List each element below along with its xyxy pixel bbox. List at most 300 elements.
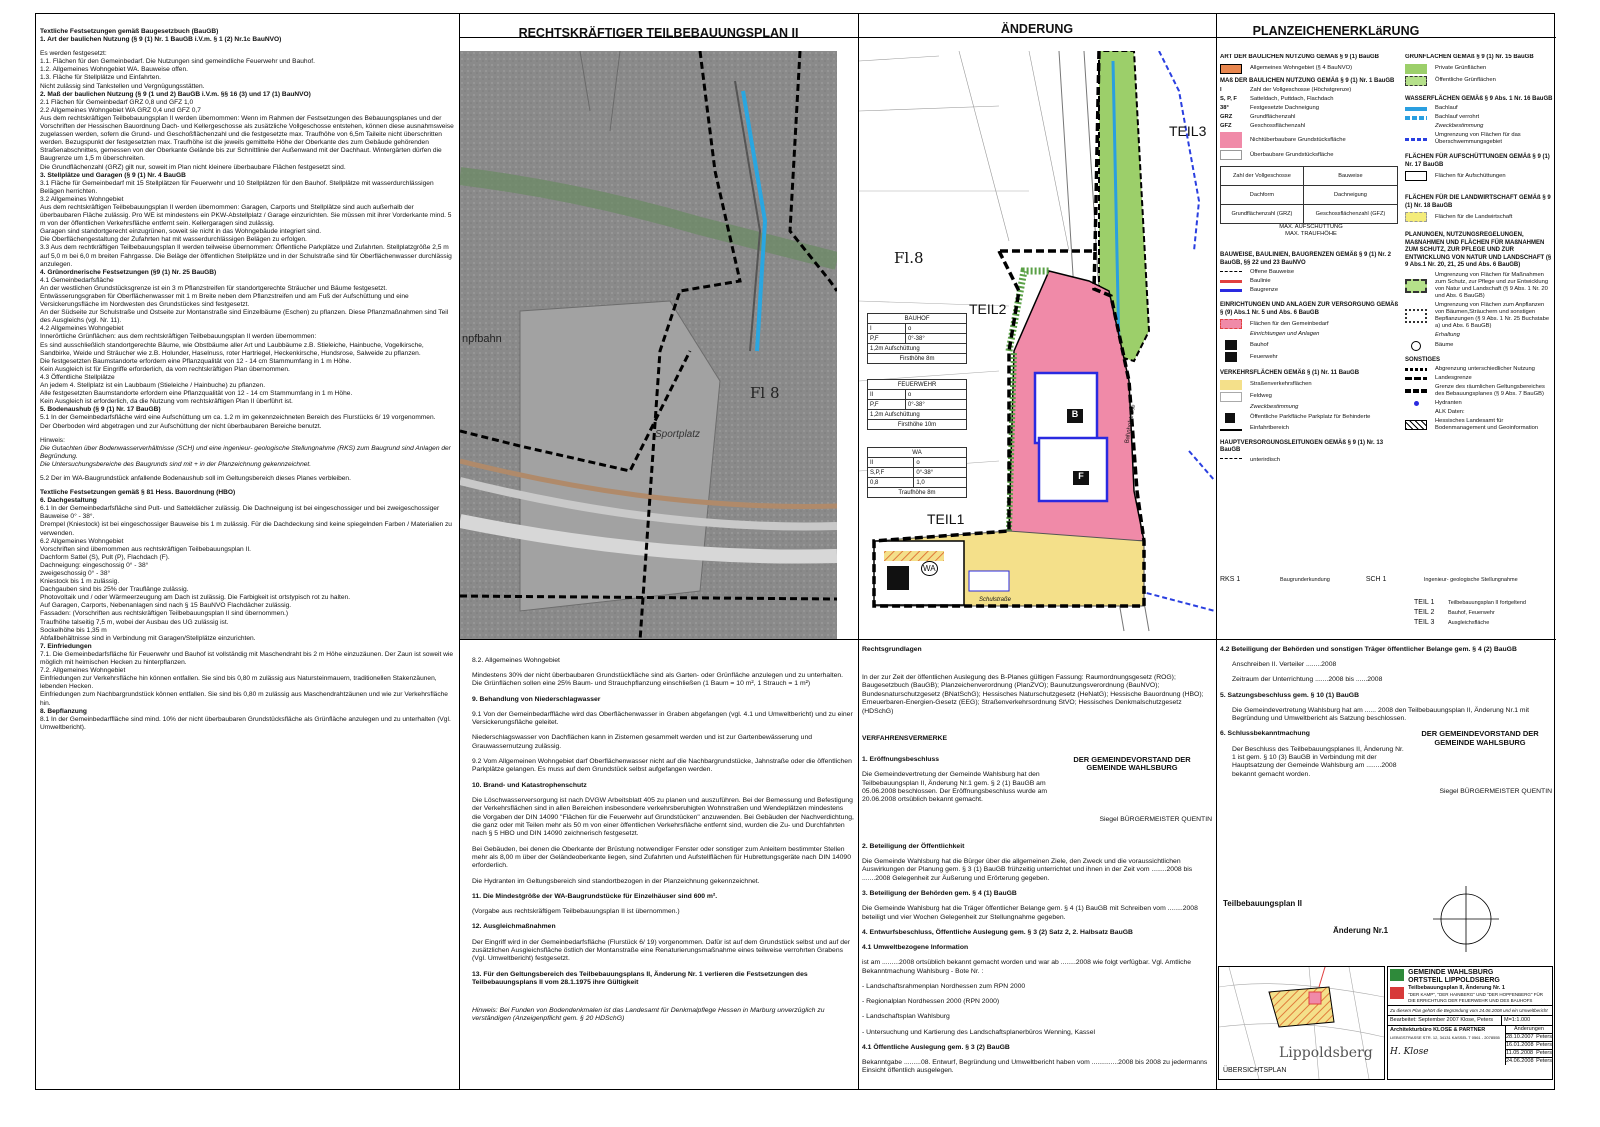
legend-label: Umgrenzung von Flächen für das Überschwemmungsgebiet [1435,132,1521,145]
nut-cell: II [868,458,914,468]
legend-label: Offene Bauweise [1250,269,1295,275]
text-line: Einfriedungen zur Verkehrsfläche hin können entfallen. Sie sind bis 0,80 m zulässig aus Natursteinmauern, traditionellen Stakenzäunen, lebenden Hecken. [40,675,437,691]
legend-teile [1220,574,1550,586]
section-heading: 1. Eröffnungsbeschluss [862,756,940,764]
legend-label: unterirdisch [1250,456,1280,463]
text-line: - Untersuchung und Kartierung des Landschaftsplanerbüros Wenning, Kassel [862,1028,1095,1036]
legend-group: WASSERFLÄCHEN GEMÄß § 9 Abs. 1 Nr. 16 BauGB [1405,95,1553,102]
siegel-label: Siegel BÜRGERMEISTER QUENTIN [1439,788,1552,796]
plan-title: RECHTSKRÄFTIGER TEILBEBAUUNGSPLAN II [518,26,799,40]
section-heading: 2. Beteiligung der Öffentlichkeit [862,842,965,850]
text-line: Kniestock bis 1 m zulässig. [40,578,120,586]
legacy-fl8-label: Fl 8 [750,384,780,402]
legend-key: TEIL 1 [1414,599,1435,606]
legal-basis-text: In der zur Zeit der öffentlichen Auslegung des B-Planes gültigen Fassung: Raumordnungsgesetz (ROG); Baugesetzbuch (BauGB); Planzeichenverordnung (PlanZVO); Baunutzungsverordnung (BauNVO); Bundesnaturschutzgesetz (BNatSchG); Hessisches Naturschutzgesetz (HeNatG); Hessische Bauordnung (HBO); Erneuerbaren-Energien-Gesetz (EEG); Straßenverkehrsordnung StVO; Hessisches Denkmalschutzgesetz (HDSchG) [862,674,1204,715]
legend-teile-list [1414,598,1554,628]
legend-group: ART DER BAULICHEN NUTZUNG GEMÄß § 9 (1) BauGB [1220,54,1380,60]
legend-label: Satteldach, Puttdach, Flachdach [1250,96,1334,102]
coat-of-arms-icon [1390,969,1404,999]
offen-swatch [1220,271,1242,275]
bauhof-marker: B [1067,409,1083,423]
section-4-lines [40,277,454,407]
landes-swatch [1405,377,1427,380]
legend-label: Hydranten [1435,400,1462,406]
procedure-notes [862,646,1212,1086]
tree-icon [1411,341,1421,351]
abgr-swatch [1405,368,1427,371]
legend-label: Hessisches Landesamt für Bodenmanagement und Geoinformation [1435,418,1539,431]
text-line: Zeitraum der Unterrichtung .......2008 bis ......2008 [1232,676,1383,684]
nut-title: FEUERWEHR [868,380,967,390]
legend-key: TEIL 3 [1414,619,1435,626]
text-line: Die Löschwasserversorgung ist nach DVGW Arbeitsblatt 405 zu planen und auszuführen. Bei der Bemessung und Befestigung der Verkehrsflächen sind in allen Bereichen insbesondere verkehrsberuhigten Wohnstraßen und Wendeplätzen mindestens die Vorgaben der DIN 14090 "Flächen für die Feuerwehr auf Grundstücken" anzuwenden. Bei Gebäuden der Nachverdichtung, die ganz oder mit Teilen mehr als 50 m von einer öffentlichen Verkehrsfläche entfernt sind, wurden die Zu- und Durchfahrten nach § 5 HBO und DIN 14090 zeichnerisch festgesetzt. [472,796,854,838]
text-line: 6.2 Allgemeines Wohngebiet [40,537,124,545]
text-line: Nicht zulässig sind Tankstellen und Vergnügungsstätten. [40,82,205,90]
legend-label: Bauhof [1250,341,1269,348]
legend-label: Bauhof, Feuerwehr [1448,610,1495,616]
bearbeitet-label: Bearbeitet: September 2007 Klose, Peters [1388,1016,1502,1025]
legend-label: Private Grünflächen [1435,65,1487,71]
legend-key: I [1220,87,1222,93]
overview-title: Teilbebauungsplan II [1223,899,1302,908]
lippoldsberg-label: Lippoldsberg [1279,1045,1373,1061]
white-swatch [1220,150,1242,160]
legend-key: S, P, F [1220,96,1237,102]
ortsteil-label: ORTSTEIL LIPPOLDSBERG [1408,977,1500,984]
text-line: 3.3 Aus dem rechtkräftigen Teilbebauungsplan II werden teilweise übernommen: Öffentliche Parkplätze und Zufahrten. Stellplatzgröße 2,5 m auf 5,0 m bei 6,0 m breiten Fahrgasse. Die Beläge der öffentlichen Stellplätze und in der Schulstraße sind für Oberflächenwasser durchlässig anzulegen. [40,244,452,268]
nut-title: WA [868,448,967,458]
legend-group: SONSTIGES [1405,356,1441,363]
legend-group: MAß DER BAULICHEN NUTZUNG GEMÄß § 9 (1) Nr. 1 BauGB [1220,77,1395,84]
legend-label: Festgesetzte Dachneigung [1250,105,1319,111]
privat-swatch [1405,64,1427,74]
legacy-plan-map [460,51,837,639]
section-heading: 2. Maß der baulichen Nutzung (§ 9 (1 und 2) BauGB i.V.m. §§ 16 (3) und 17 (1) BauNVO) [40,90,311,98]
section-heading: 7. Einfriedungen [40,642,92,650]
nut-cell: 0°-38° [905,400,966,410]
text-setting-column [40,28,454,1086]
legend-label: Baulinie [1250,278,1271,284]
section-heading: 5. Satzungsbeschluss gem. § 10 (1) BauGB [1220,691,1360,699]
teil3-label: TEIL3 [1169,123,1207,139]
text-line: 3.1 Fläche für Gemeinbedarf mit 15 Stellplätzen für Feuerwehr und 10 Stellplätzen für den Bauhof. Stellplätze mit wasserdurchlässigen Belägen herrichten. [40,179,434,195]
teil1-label: TEIL1 [927,511,965,527]
nut-cell: I [868,324,906,334]
nut-cell: o [914,458,967,468]
north-arrow-icon [1431,884,1501,954]
section-8-lines [40,716,454,732]
legend-label: Feuerwehr [1250,353,1278,360]
text-line: Die Hydranten im Geltungsbereich sind standortbezogen in der Planzeichnung gekennzeichnet. [472,877,760,885]
text-line: 4.1 Gemeinbedarfsfläche [40,276,114,284]
legend-label: Grenze des räumlichen Geltungsbereiches des Bebauungsplanes (§ 9 Abs. 7 BauGB) [1435,384,1545,397]
text-line: Die festgesetzten Baumstandorte erfordern eine Pflanzqualität von 12 - 14 cm Stammumfang in 1 m Höhe. [40,357,352,365]
text-line: Der Oberboden wird abgetragen und zur Aufschüttung der nicht überbaubaren Bereiche benutzt. [40,422,322,430]
text-line: 1.2. Allgemeines Wohngebiet WA. Bauweise offen. [40,66,188,74]
text-line: An der Südseite zur Schulstraße und Ostseite zur Montanstraße sind Einzelbäume (Eschen) zu pflanzen. Diese Pflanzmaßnahmen sind Teil des Ausgleichs (vgl. Nr. 11). [40,309,449,325]
legend-group: FLÄCHEN FÜR DIE LANDWIRTSCHAFT GEMÄß § 9 (1) Nr. 18 BauGB [1405,195,1551,209]
gemeinbedarf-swatch [1220,319,1242,329]
text-line: Die Grundflächenzahl (GRZ) gilt nur, soweit im Plan nicht kleinere überbaubare Flächen festgesetzt sind. [40,163,346,171]
schema-cell: Dachneigung [1303,186,1397,205]
uebersichtsplan-label: ÜBERSICHTSPLAN [1223,1067,1287,1074]
change-author: Peters [1536,1042,1552,1048]
legend-right [1405,54,1553,634]
legend-label: Umgrenzung von Flächen zum Anpflanzen von Bäumen,Sträuchern und sonstigen Bepflanzungen (§ 9 Abs. 1 Nr. 25 Buchstabe a) und Abs. 6 BauGB) [1435,301,1550,329]
legend-label: Flächen für den Gemeinbedarf [1250,320,1329,327]
section-heading: 4.1 Umweltbezogene Information [862,944,969,952]
schema-cell: Zahl der Vollgeschosse [1221,167,1304,186]
legend-label: Öffentliche Grünflächen [1435,77,1496,83]
subsection-body: Der Eingriff wird in der Gemeinbedarfsfläche (Flurstück 6/ 19) vorgenommen. Dafür ist auf dem Grundstück selbst und auf der zusätzlichen Ausgleichsfläche östlich der Montanstraße eine Renaturierungsmaßnahme eines teilweise verrohrten Grabens (Vgl. Umweltbericht) festgesetzt. [472,938,851,963]
nut-cell: 0,8 [868,478,914,488]
text-line: Sockelhöhe bis 1,35 m [40,626,107,634]
section-heading: Textliche Festsetzungen gemäß § 81 Hess. Bauordnung (HBO) [40,489,236,497]
divider-3 [1216,14,1217,1089]
section-heading: 4. Grünordnerische Festsetzungen (§9 (1) Nr. 25 BauGB) [40,268,217,276]
legend-group: GRÜNFLÄCHEN GEMÄß § 9 (1) Nr. 15 BauGB [1405,54,1534,60]
legend-label: Einfahrtbereich [1250,424,1289,431]
landw-swatch [1405,212,1427,222]
bach-swatch [1405,107,1427,111]
legend-label: Feldweg [1250,393,1272,399]
legend-label: Umgrenzung von Flächen für Maßnahmen zum Schutz, zur Pflege und zur Entwicklung von Natur und Landschaft (§ 9 Abs. 1 Nr. 20 und Abs. 6 BauGB) [1435,271,1549,299]
legend-label: Flächen für Aufschüttungen [1435,172,1506,179]
section-heading: 1. Art der baulichen Nutzung (§ 9 (1) Nr. 1 BauGB i.V.m. § 1 (2) Nr.1c BauNVO) [40,36,282,44]
nut-cell: o [905,390,966,400]
section-heading: Rechtsgrundlagen [862,646,922,653]
plan-name: Teilbebauungsplan II, Änderung Nr. 1 [1408,985,1505,991]
legend-label: Ausgleichsfläche [1448,620,1490,626]
change-fl8-label: Fl.8 [894,249,924,267]
signature: H. Klose [1390,1047,1429,1057]
section-heading: 8. Bepflanzung [40,707,87,715]
baugrenze-swatch [1220,289,1242,292]
text-line: 4.2 Allgemeines Wohngebiet [40,325,124,333]
legend-label: Baugrenze [1250,287,1279,293]
legend-label: Nichtüberbaubare Grundstücksfläche [1250,136,1346,143]
overview-map [1218,966,1385,1080]
legend-group: VERKEHRSFLÄCHEN GEMÄß § (1) Nr. 11 BauGB [1220,370,1360,376]
legend-group: BAUWEISE, BAULINIEN, BAUGRENZEN GEMÄß § 9 (1) Nr. 2 BauGB, §§ 22 und 23 BauNVO [1220,252,1392,266]
hint-heading: Hinweis: [40,436,65,444]
legend-label: Bäume [1435,342,1454,348]
nut-cell: 1,2m Aufschüttung [868,410,967,420]
section-heading: Textliche Festsetzungen gemäß Baugesetzbuch (BauGB) [40,28,219,35]
text-line: Alle festgesetzten Baumstandorte erfordern eine Pflanzqualität von 12 - 14 cm Stammumfang in 1 m Höhe. [40,390,353,398]
m2-swatch [1405,309,1427,323]
text-line: 5.1 In der Gemeinbedarfsfläche wird eine Aufschüttung um ca. 1.2 m im gekennzeichneten Bereich des Flurstücks 6/ 19 vorgenommen. [40,414,436,422]
legend-label: Bachlauf [1435,105,1458,111]
section-5-lines [40,414,454,430]
section-heading: 9. Behandlung von Niederschlagwasser [472,695,601,703]
procedure-body: Bekanntgabe .........08. Entwurf, Begründung und Umweltbericht haben vom ..............2008 bis 2008 zu jedermanns Einsicht öffentlich ausgelegen. [862,1058,1208,1075]
park-swatch [1225,413,1235,423]
text-line: 3.2 Allgemeines Wohngebiet [40,195,124,203]
plan-subtitle: "DER KAMP", "DER HAINBERG" UND "DER HOPFENBERG" FÜR DIE ERRICHTUNG DER FEUERWEHR UND DES BAUHOFS [1408,992,1544,1003]
text-line: Aus dem rechtskräftigen Teilbebauungsplan II werden übernommen: Wenn im Rahmen der Festsetzungen des Bebauungsplanes und der Vorschriften der Hessischen Bauordnung Dach- und Kellergeschosse als zusätzliche Vollgeschosse entstehen, können diese ausnahmsweise zugelassen werden, sofern die Grund- und Geschoßflächenzahl und die festgesetzte max. Traufhöhe von 6,5m Taileite nicht überschritten werden. Bezugspunkt der festgesetzten max. Traufhöhe ist die jeweils gemittelte Höhe der Oberkante des zum Gebäude gehörenden Straßenabschnittes, gemessen von der Oberkante Gelände bis zur Schnittlinie der Außenwand mit der Dachhaut. Wintergärten dürfen die Baugrenze um 1,5 m überschreiten. [40,114,454,163]
legend-label: Ingenieur- geologische Stellungnahme [1423,577,1518,583]
procedure-body: Die Gemeindevertretung der Gemeinde Wahlsburg hat den Teilbebauungsplan II, Änderung Nr.1 gem. § 2 (1) BauGB am 05.06.2008 beschlossen. Der Eröffnungsbeschluss wurde am 20.06.2008 ortsüblich bekannt gemacht. [862,771,1048,804]
gemeindevorstand-label: DER GEMEINDEVORSTAND DER GEMEINDE WAHLSBURG [1421,729,1539,747]
procedure-body: Die Gemeinde Wahlsburg hat die Bürger über die allgemeinen Ziele, den Zweck und die voraussichtlichen Auswirkungen der Planung gem. § 3 (1) BauGB frühzeitig unterrichtet und ihnen in der Zeit vom ........2008 bis .......2008 Gelegenheit zur Äußerung und Erörterung gegeben. [862,858,1193,882]
title-block [1387,966,1553,1080]
siegel-label: Siegel BÜRGERMEISTER QUENTIN [1099,815,1212,823]
hint-lines [40,445,454,469]
leitung-swatch [1220,458,1242,462]
bottom-rule [459,639,1556,640]
legend-key: 38° [1220,105,1229,111]
legend-label: Bachlauf verrohrt [1435,114,1480,120]
procedure-body: Der Beschluss des Teilbebauungsplanes II, Änderung Nr. 1 ist gem. § 10 (3) BauGB in Verbindung mit der Hauptsatzung der Gemeinde Wahlsburg am ........2008 bekannt gemacht worden. [1232,745,1404,778]
baulinie-swatch [1220,280,1242,283]
text-line: An der westlichen Grundstücksgrenze ist ein 3 m Pflanzstreifen für standortgerechte Sträucher und Bäume festgesetzt. Entwässerungsgraben für Oberflächenwasser mit 1 m Breite neben dem Pflanzstreifen und am Fuß der Aufschüttung und eine Versickerungsfläche im Nordwesten des Grundstückes sind festgesetzt. [40,284,409,309]
nut-title: BAUHOF [868,314,967,324]
section-5-2: 5.2 Der im WA-Baugrundstück anfallende Bodenaushub soll im Geltungsbereich dieses Planes verbleiben. [40,474,351,482]
legend-label: Straßenverkehrsflächen [1250,381,1312,387]
section-1-lines [40,50,454,90]
section-heading: 5. Bodenaushub (§ 9 (1) Nr. 17 BauGB) [40,406,161,414]
text-line: Kein Ausgleich ist für Eingriffe erforderlich, da vom rechtskräftigen Plan übernommen. [40,365,290,373]
subsection-body: (Vorgabe aus rechtskräftigem Teilbebauungsplan II ist übernommen.) [472,908,680,916]
hint-text: Hinweis: Bei Funden von Bodendenkmalen ist das Landesamt für Denkmalpflege Hessen in Marburg unverzüglich zu verständigen (Anzeigenpflicht gem. § 20 HDSchG) [472,1006,825,1023]
text-line: 4.3 Öffentliche Stellplätze [40,373,115,381]
text-line: Dachneigung: eingeschossig 0° - 38° [40,561,149,569]
change-date: 24.06.2008 [1506,1058,1534,1064]
wa-marker: WA [921,561,938,576]
aenderung-label: Änderung Nr.1 [1333,926,1389,935]
grenze-swatch [1405,389,1427,393]
section-heading: VERFAHRENSVERMERKE [862,734,947,742]
text-line: 9.2 Vom Allgemeinen Wohngebiet darf Oberflächenwasser nicht auf die Nachbargrundstücke, Jahnstraße oder die öffentlichen Parkplätze gelangen. Es muss auf dem Grundstück selbst aufgefangen werden. [472,758,852,774]
legend-label: Abgrenzung unterschiedlicher Nutzung [1435,366,1535,372]
change-title: ÄNDERUNG [1000,22,1074,36]
text-line: 7.2. Allgemeines Wohngebiet [40,667,126,675]
legend-group: PLANUNGEN, NUTZUNGSREGELUNGEN, MAßNAHMEN UND FLÄCHEN FÜR MAßNAHMEN ZUM SCHUTZ, ZUR PFLEGE UND ZUR ENTWICKLUNG VON NATUR UND LANDSCHAFT (§ 9 Abs.1 Nr. 20, 21, 25 und Abs. 6 BauGB) [1405,232,1552,268]
nut-cell: P,F [868,334,906,344]
text-line: Es werden festgesetzt: [40,50,107,58]
schulstrasse-label: Schulstraße [979,597,1012,603]
section-heading: 10. Brand- und Katastrophenschutz [472,781,587,789]
text-line: 1.1. Flächen für den Gemeinbedarf. Die Nutzungen sind gemeindliche Feuerwehr und Bauhof. [40,58,315,66]
bauhof-swatch [1225,340,1237,350]
text-line: Es sind ausschließlich standortgerechte Bäume, wie Obstbäume aller Art und Laubbäume z.B. Stieleiche, Hainbuche, Vogelkirsche, Sandbirke, Weide und Sträucher wie z.B. Holunder, Haselnuss, roter Hartriegel, Heckenkirsche, Hundsrose, Salweide zu pflanzen. [40,341,424,357]
section-heading: 3. Beteiligung der Behörden gem. § 4 (1) BauGB [862,890,1017,898]
overview-drawing [1219,967,1384,1079]
einfahrt-swatch [1220,425,1242,431]
legend-label: MAX. TRAUFHÖHE [1285,231,1337,237]
legend-label: Überbaubare Grundstücksfläche [1250,151,1334,158]
gemeindevorstand-label: DER GEMEINDEVORSTAND DER GEMEINDE WAHLSBURG [1073,755,1191,773]
text-line: 2.1 Flächen für Gemeinbedarf GRZ 0,8 und GFZ 1,0 [40,98,194,106]
legend-key: GFZ [1220,123,1232,129]
text-line: Dachform Sattel (S), Pult (P), Flachdach (F). [40,553,170,561]
section-7-lines [40,651,454,708]
document-list [862,983,1212,1037]
nut-foot: Firsthöhe 10m [897,421,937,428]
legend-group: EINRICHTUNGEN UND ANLAGEN ZUR VERSORGUNG GEMÄß § (9) Abs.1 Nr. 5 und Abs. 6 BauGB [1220,302,1399,316]
legend-group: HAUPTVERSORGUNGSLEITUNGEN GEMÄß § 9 (1) Nr. 13 BauGB [1220,439,1384,453]
schema-cell: Grundflächenzahl (GRZ) [1221,205,1304,224]
legend-label: Zweckbestimmung [1250,403,1299,410]
text-line: Einfriedungen zum Nachbargrundstück können entfallen. Sie sind bis 0,80 m zulässig aus Maschendrahtzäunen und wie zur Verkehrsfläche hin. [40,691,448,707]
section-heading: 3. Stellplätze und Garagen (§ 9 (1) Nr. 4 BauGB [40,171,186,179]
procedure-body: ist am .........2008 ortsüblich bekannt gemacht worden und war ab ........2008 wie folgt verfügbar. Vgl. Amtliche Bekanntmachung Wahlsburg - Bote Nr. : [862,959,1192,975]
text-line: Bei Gebäuden, bei denen die Oberkante der Brüstung notwendiger Fenster oder sonstiger zum Anleitern bestimmter Stellen mehr als 8,00 m über der Geländeoberkante liegen, sind Zufahrten und Aufstellflächen für Hubrettungsgeräte nach DIN 14090 erforderlich. [472,845,851,870]
sportplatz-label: Sportplatz [655,429,701,440]
legend-label: Landesgrenze [1435,375,1472,381]
nut-cell: S,P,F [868,468,914,478]
text-line: Die Gutachten über Bodenwasserverhältnisse (SCH) und eine ingenieur- geologische Stellungnahme (RKS) zum Baugrund sind Anlagen der Begründung. [40,444,451,460]
text-line: - Regionalplan Nordhessen 2000 (RPN 2000) [862,998,1000,1006]
procedure-body: Die Gemeinde Wahlsburg hat die Träger öffentlicher Belange gem. § 4 (1) BauGB mit Schreiben vom ........2008 beteiligt und vier Wochen Gelegenheit zur Stellungnahme gegeben. [862,905,1198,921]
nut-cell: 1,0 [914,478,967,488]
hydrant-icon [1414,401,1419,406]
scale-label: M=1:1.000 [1504,1017,1531,1023]
section-heading: 4.2 Beteiligung der Behörden und sonstigen Träger öffentlicher Belange gem. § 4 (2) BauGB [1220,646,1517,653]
legend-label: Grundflächenzahl [1250,114,1296,120]
text-line: Traufhöhe talseitig 7,5 m, wobei der Ausbau des UG zulässig ist. [40,618,229,626]
change-author: Peters [1536,1058,1552,1064]
section-heading: 6. Schlussbekanntmachung [1220,730,1310,738]
section-heading: 13. Für den Geltungsbereich des Teilbebauungsplans II, Änderung Nr. 1 verlieren die Festsetzungen des Teilbebauungsplans II vom 28.1.1975 ihre Gültigkeit [472,970,808,986]
text-line: 6.1 In der Gemeinbedarfsfläche sind Pult- und Satteldächer zulässig. Die Dachneigung ist bei eingeschossiger und bei zweigeschossiger Bauweise 0° - 38°. [40,505,440,521]
change-author: Peters [1536,1034,1552,1040]
text-line: Die Untersuchungsbereiche des Baugrunds sind mit + in der Planzeichnung gekennzeichnet. [40,460,312,468]
section-6-lines [40,505,454,643]
legend-label: Erhaltung [1435,331,1460,338]
schema-cell: Dachform [1221,186,1304,205]
text-line: 1.3. Fläche für Stellplätze und Einfahrten. [40,74,161,82]
change-date: 11.05.2008 [1506,1050,1534,1056]
text-line: Garagen sind standortgerecht einzugrünen, soweit sie nicht in das Wohngebäude integriert sind. [40,228,322,236]
office-label: Architekturbüro KLOSE & PARTNER [1390,1027,1486,1033]
strasse-swatch [1220,380,1242,390]
bachv-swatch [1405,116,1427,120]
legend-label: Geschossflächenzahl [1250,123,1306,129]
legend-label: Zahl der Vollgeschosse (Höchstgrenze) [1250,87,1352,93]
text-line: Auf Garagen, Carports, Nebenanlagen sind nach § 15 BauNVO Flachdächer zulässig. [40,602,292,610]
text-line: Kein Ausgleich ist erforderlich, da die Nutzung vom rechtskräftigen Plan II überführt ist. [40,398,293,406]
legend-key: RKS 1 [1220,576,1241,583]
text-line: Anschreiben II. Verteiler ........2008 [1232,661,1337,669]
legend-label: ALK Daten: [1435,409,1465,415]
gemeinde-label: GEMEINDE WAHLSBURG [1408,969,1494,976]
section-2-lines [40,99,454,172]
text-line: - Landschaftsplan Wahlsburg [862,1013,950,1021]
nut-table-wa [867,447,967,498]
text-line: - Landschaftsrahmenplan Nordhessen zum RPN 2000 [862,982,1026,990]
legend-label: Baugrunderkundung [1280,577,1330,583]
aufsch-swatch [1405,171,1427,181]
legend-label: Einrichtungen und Anlagen [1250,331,1320,337]
legend-label: Teilbebauungsplan II fortgeltend [1448,600,1526,606]
legend-left [1220,54,1402,634]
nut-foot: Traufhöhe 8m [898,489,936,496]
nut-cell: P,F [868,400,906,410]
m1-swatch [1405,279,1427,293]
nut-cell: 0°-38° [905,334,966,344]
legend-key: GRZ [1220,114,1233,120]
section-3-lines [40,180,454,269]
change-date: 16.01.2008 [1506,1042,1534,1048]
office-address: LIEBIGSTRASSE STR. 12, 34131 KASSEL T 0561 - 2078555 [1390,1035,1500,1040]
text-line: Dachgauben sind bis 25% der Trauflänge zulässig. [40,586,189,594]
plan-note: Zu diesem Plan gehört die Begründung vom 24.06.2008 und ein Umweltbericht [1388,1006,1552,1016]
section-10-lines [472,797,854,886]
nut-cell: II [868,390,906,400]
nut-table-bauhof [867,313,967,364]
changes-header: Änderungen [1506,1026,1552,1034]
schema-cell: Geschossflächenzahl (GFZ) [1303,205,1397,224]
subsection-heading: 8.2. Allgemeines Wohngebiet [472,656,560,664]
text-line: zweigeschossig 0° - 38° [40,570,111,577]
schema-cell: Bauweise [1303,167,1397,186]
text-line: Die Oberflächengestaltung der Zufahrten hat mit wasserdurchlässigen Belägen zu erfolgen. [40,236,307,244]
text-line: Aus dem rechtskräftigen Teilbebauungsplan II werden übernommen: Garagen, Carports und Stellplätze sind auch außerhalb der überbaubaren Fläche zulässig. Pro WE ist mindestens ein PKW-Abstellplatz / Garage einzurichten. Sie müssen mit ihrer Vorderkante mind. 5 m von der öffentlichen Verkehrsfläche entfernt sein. Kellergaragen sind zulässig. [40,203,452,228]
feldweg-swatch [1220,392,1242,402]
text-line: 7.1. Die Gemeinbedarfsfläche für Feuerwehr und Bauhof ist vollständig mit Maschendraht bis 2 m Höhe einzuzäunen. Der Zaun ist soweit wie möglich mit heimischen Hecken zu hinterpflanzen. [40,650,454,667]
nut-cell: o [905,324,966,334]
text-line: Niederschlagswasser von Dachflächen kann in Zisternen gesammelt werden und ist zur Gartenbewässerung und Grauwassernutzung zulässig. [472,734,813,750]
section-heading: 6. Dachgestaltung [40,497,97,505]
section-heading: 11. Die Mindestgröße der WA-Baugrundstücke für Einzelhäuser sind 600 m². [472,892,718,900]
procedure-notes-2 [1220,646,1552,886]
legend-key: SCH 1 [1365,576,1387,583]
text-line: Drempel (Kniestock) ist bei eingeschossiger Bauweise bis 1 m zulässig. Für die Dachdeckung sind keine spiegelnden Farben / Materialien zu verwenden. [40,521,452,537]
legend-label: Allgemeines Wohngebiet (§ 4 BauNVO) [1250,65,1353,71]
nut-foot: Firsthöhe 8m [899,355,935,362]
nutzung-schema [1220,166,1398,224]
bahnhofstrasse-label: Bahnhofstraße [1124,404,1138,444]
umgr-swatch [1405,138,1427,141]
section-heading: 4. Entwurfsbeschluss, Öffentliche Auslegung gem. § 3 (2) Satz 2, 2. Halbsatz BauGB [862,928,1133,936]
text-line: 2.2 Allgemeines Wohngebiet WA GRZ 0,4 und GFZ 0,7 [40,106,201,114]
nut-cell: 0°-38° [914,468,967,478]
text-line: 8.1 In der Gemeinbedarffläche sind mind. 10% der nicht überbaubaren Grundstücksfläche als Grünfläche anzulegen und zu unterhalten (Vgl. Umweltbericht). [40,715,451,731]
text-line: Fassaden: (Vorschriften aus rechtskräftigen Teilbebauungsplan II sind übernommen.) [40,610,289,618]
procedure-body: Die Gemeindevertretung Wahlsburg hat am ...... 2008 den Teilbebauungsplan II, Änderung Nr.1 mit Begründung und Umweltbericht als Satzung beschlossen. [1232,706,1529,723]
subsection-body: Mindestens 30% der nicht überbaubaren Grundstückfläche sind als Garten- oder Grünfläche anzulegen und zu unterhalten. Die Grünflächen sollen eine 25% Baum- und Strauchpflanzung einschließen (1 Baum = 10 m², 1 Strauch = 1 m²) [472,672,844,688]
text-line: Photovoltaik und / oder Wärmeerzeugung am Dach ist zulässig. Die Farbigkeit ist ortstypisch rot zu halten. [40,594,351,602]
legend-title: PLANZEICHENERKLäRUNG [1252,24,1420,38]
text-line: Vorschriften sind übernommen aus rechtskräftigen Teilbebauungsplan II. [40,545,252,553]
procedure-list [1220,661,1552,685]
change-plan-map [859,51,1215,639]
wa-swatch [1220,64,1242,74]
plan-sheet [35,13,1555,1090]
legend-label: Zweckbestimmung [1435,123,1484,129]
section-heading: 12. Ausgleichmaßnahmen [472,923,556,931]
text-line: Abfallbehältnisse sind in Verbindung mit Garagen/Stellplätze einzurichten. [40,634,256,642]
text-line: Innerörtliche Grünflächen: aus dem rechtskräftigen Teilbebauungsplan II werden übernommen: [40,333,317,341]
oeff-swatch [1405,76,1427,86]
nut-table-feuerwehr [867,379,967,430]
feuerwehr-swatch [1225,352,1237,362]
change-author: Peters [1536,1050,1552,1056]
alk-swatch [1405,420,1427,430]
text-line: An jedem 4. Stellplatz ist ein Laubbaum (Stieleiche / Hainbuche) zu pflanzen. [40,382,266,390]
section-heading: 4.1 Öffentliche Auslegung gem. § 3 (2) BauGB [862,1043,1010,1051]
legacy-plan-drawing [460,51,837,639]
text-line: 9.1 Von der Gemeinbedarffläche wird das Oberflächenwasser in Graben abgefangen (vgl. 4.1 und Umweltbericht) und zu einer Versickerungsfläche geleitet. [472,710,853,727]
legend-key: TEIL 2 [1414,609,1435,616]
middle-bottom-text [472,650,854,1086]
bahn-label: npfbahn [462,333,502,345]
feuerwehr-marker: F [1073,471,1089,485]
pink-swatch [1220,132,1242,148]
legend-label: Flächen für die Landwirtschaft [1435,213,1513,220]
